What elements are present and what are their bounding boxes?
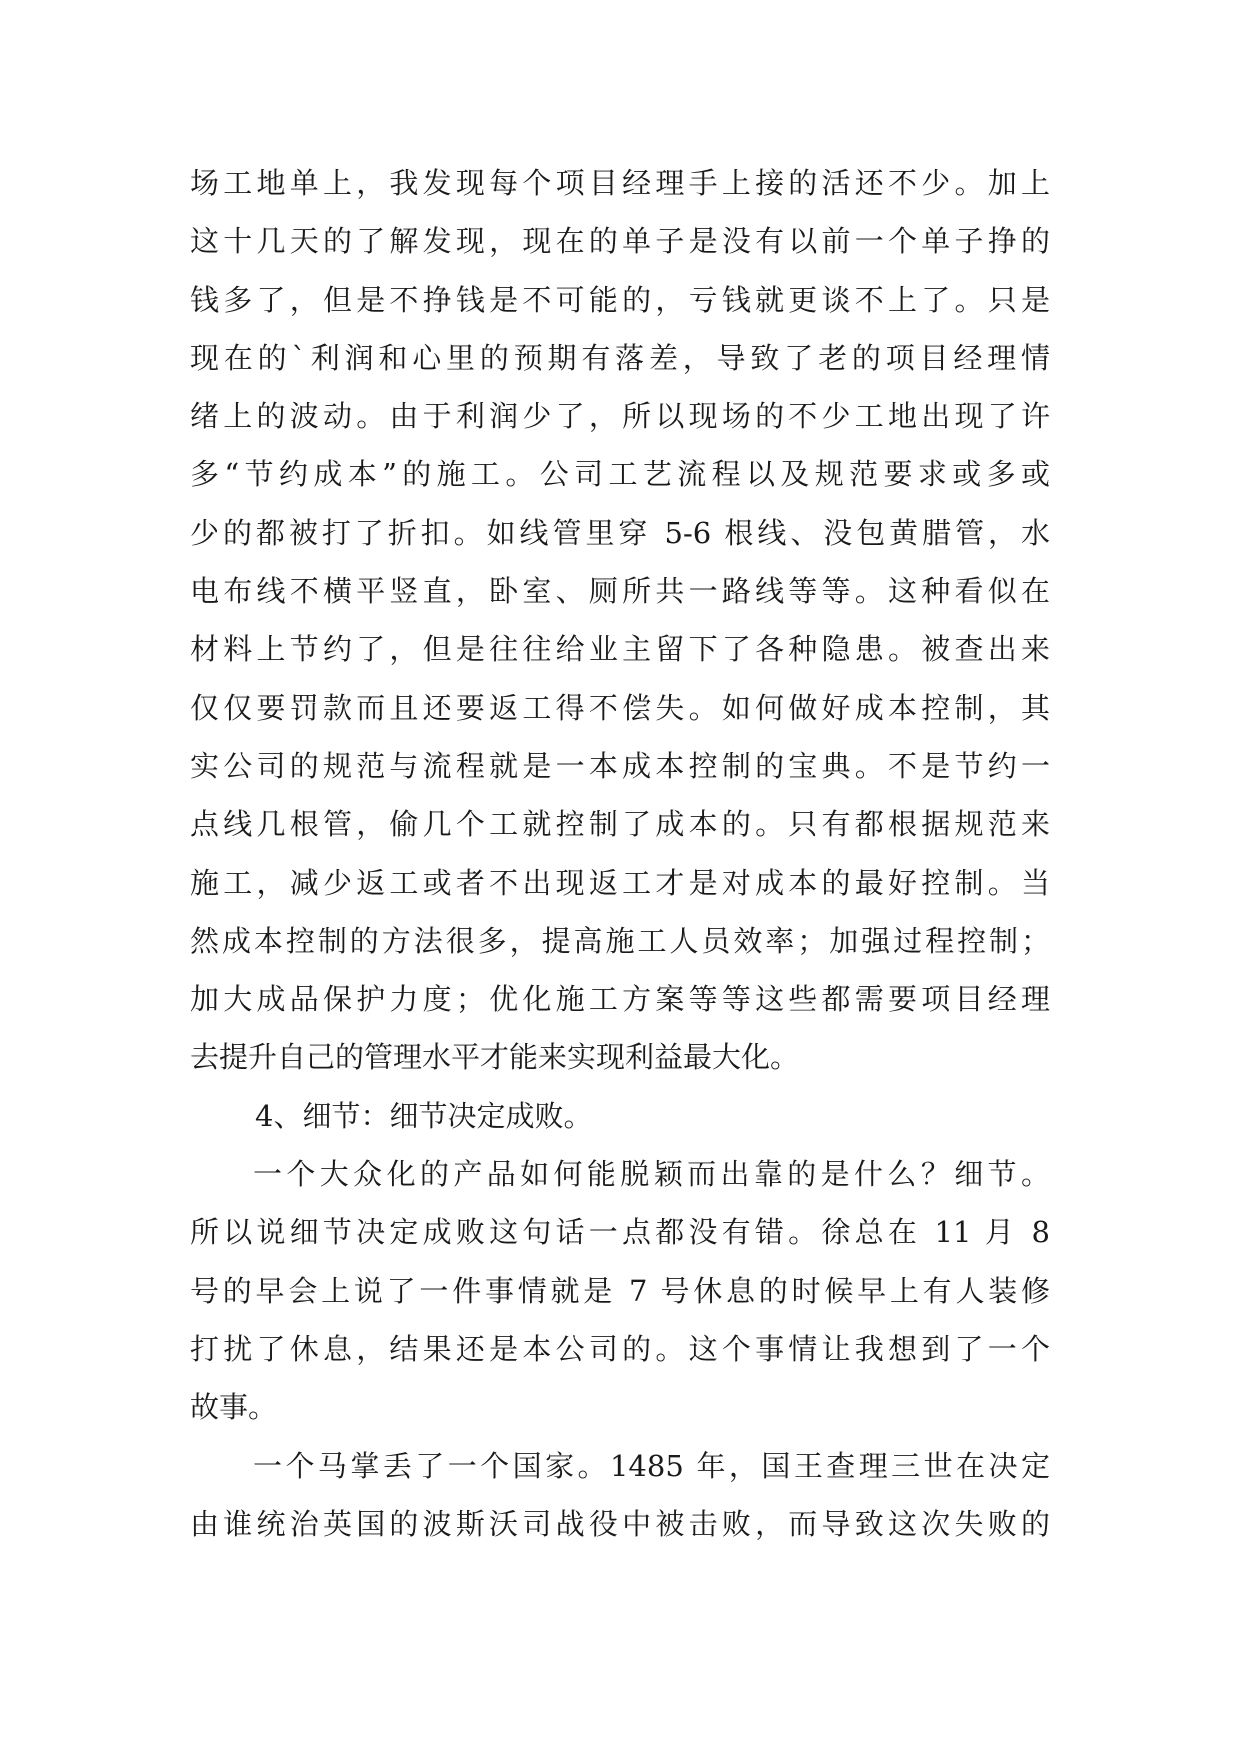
paragraph-first-line: 一个大众化的产品如何能脱颖而出靠的是什么？细节。: [253, 1157, 1050, 1192]
document-body: [190, 154, 1050, 1553]
text-line: 由谁统治英国的波斯沃司战役中被击败，而导致这次失败的: [190, 1506, 1050, 1541]
text-line: 现在的`利润和心里的预期有落差，导致了老的项目经理情: [190, 340, 1050, 375]
text-line: 故事。: [190, 1390, 278, 1425]
text-line: 施工，减少返工或者不出现返工才是对成本的最好控制。当: [190, 865, 1050, 900]
paragraph-first-line: 一个马掌丢了一个国家。1485 年，国王查理三世在决定: [253, 1448, 1050, 1483]
text-line: 所以说细节决定成败这句话一点都没有错。徐总在 11 月 8: [190, 1215, 1050, 1250]
text-line: 场工地单上，我发现每个项目经理手上接的活还不少。加上: [190, 166, 1050, 200]
text-line: 点线几根管，偷几个工就控制了成本的。只有都根据规范来: [190, 807, 1050, 842]
text-line: 多“节约成本”的施工。公司工艺流程以及规范要求或多或: [190, 457, 1050, 492]
text-line: 仅仅要罚款而且还要返工得不偿失。如何做好成本控制，其: [190, 690, 1050, 725]
text-line: 然成本控制的方法很多，提高施工人员效率；加强过程控制；: [190, 923, 1050, 958]
section-heading: 4、细节：细节决定成败。: [255, 1098, 593, 1133]
text-line: 少的都被打了折扣。如线管里穿 5-6 根线、没包黄腊管，水: [190, 515, 1050, 550]
text-line: 材料上节约了，但是往往给业主留下了各种隐患。被查出来: [190, 632, 1050, 667]
text-line: 这十几天的了解发现，现在的单子是没有以前一个单子挣的: [190, 224, 1050, 259]
text-line: 打扰了休息，结果还是本公司的。这个事情让我想到了一个: [190, 1331, 1050, 1366]
text-line: 钱多了，但是不挣钱是不可能的，亏钱就更谈不上了。只是: [190, 282, 1050, 317]
text-line: 去提升自己的管理水平才能来实现利益最大化。: [190, 1040, 800, 1075]
text-line: 号的早会上说了一件事情就是 7 号休息的时候早上有人装修: [190, 1273, 1050, 1308]
text-line: 绪上的波动。由于利润少了，所以现场的不少工地出现了许: [190, 399, 1050, 434]
text-line: 加大成品保护力度；优化施工方案等等这些都需要项目经理: [190, 982, 1050, 1017]
text-line: 电布线不横平竖直，卧室、厕所共一路线等等。这种看似在: [190, 574, 1050, 609]
text-line: 实公司的规范与流程就是一本成本控制的宝典。不是节约一: [190, 748, 1050, 783]
